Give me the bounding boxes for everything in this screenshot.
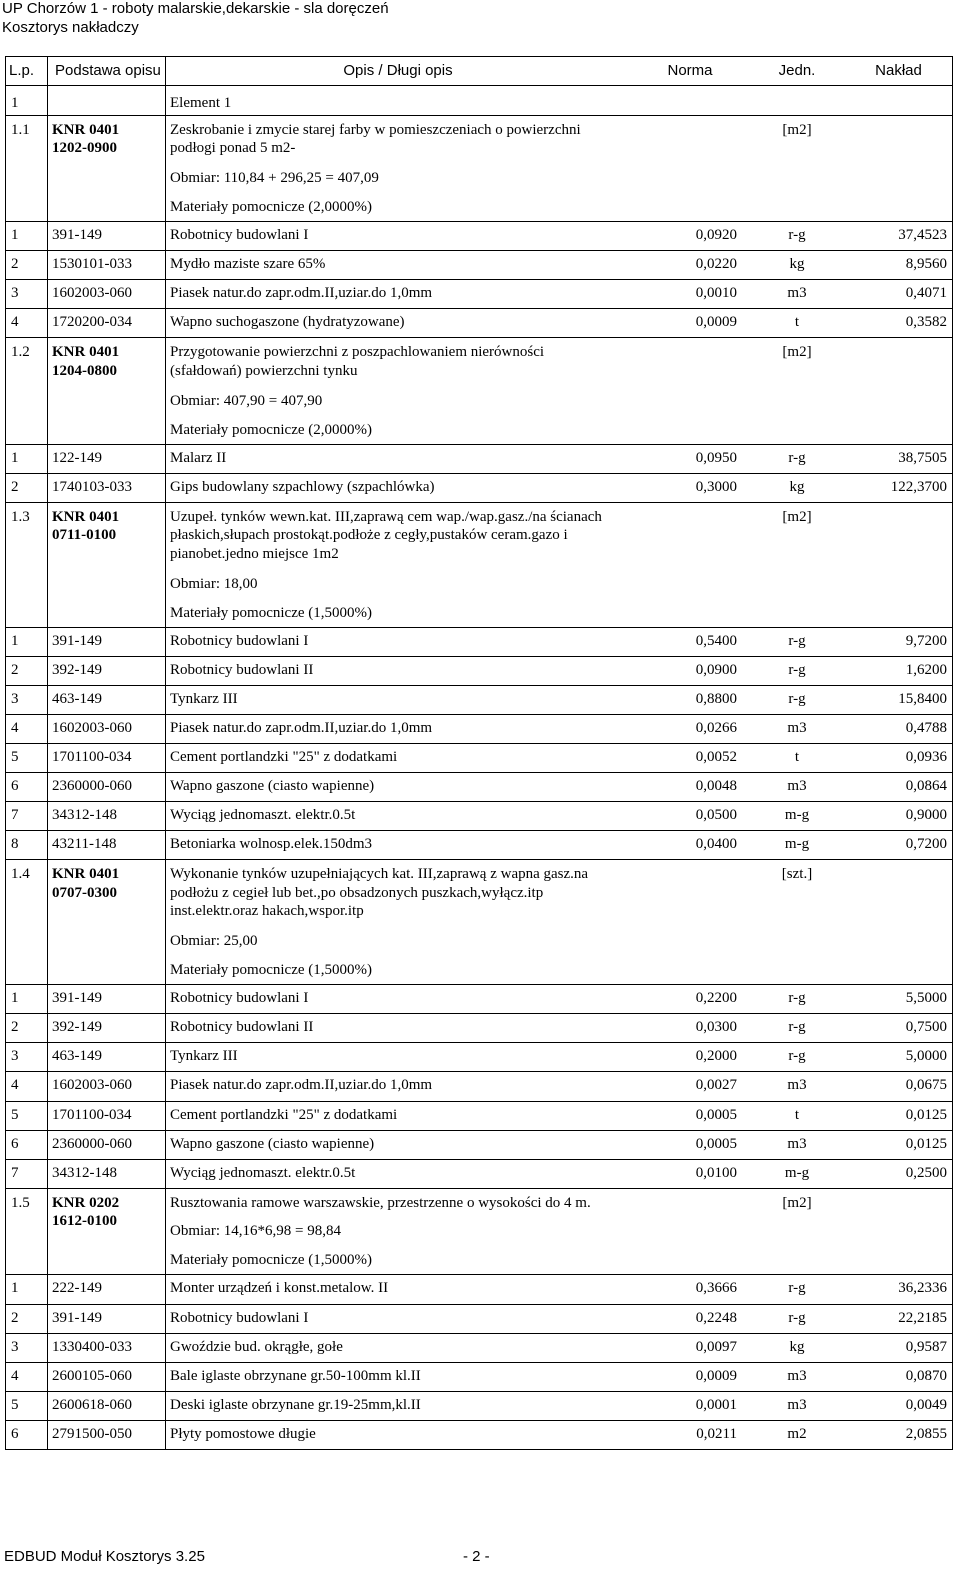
resource-name: Robotnicy budowlani II xyxy=(170,1019,314,1036)
row-divider xyxy=(5,473,953,474)
resource-unit: r-g xyxy=(788,990,806,1007)
row-divider xyxy=(5,1071,953,1072)
resource-row-number: 2 xyxy=(11,661,19,678)
resource-amount: 0,0675 xyxy=(905,1077,947,1094)
row-divider xyxy=(5,1159,953,1160)
resource-unit: r-g xyxy=(788,1048,806,1065)
resource-amount: 0,0125 xyxy=(905,1135,947,1152)
resource-row-number: 3 xyxy=(11,1338,19,1355)
row-divider xyxy=(5,1304,953,1305)
resource-amount: 0,0125 xyxy=(905,1106,947,1123)
resource-amount: 0,2500 xyxy=(905,1164,947,1181)
resource-unit: r-g xyxy=(788,226,806,243)
resource-code: 463-149 xyxy=(52,690,102,707)
resource-row-number: 3 xyxy=(11,285,19,302)
resource-row-number: 5 xyxy=(11,748,19,765)
resource-amount: 0,0936 xyxy=(905,748,947,765)
resource-amount: 0,9000 xyxy=(905,807,947,824)
resource-norm: 0,0010 xyxy=(695,285,737,302)
resource-norm: 0,8800 xyxy=(695,690,737,707)
resource-code: 2600105-060 xyxy=(52,1367,132,1384)
resource-norm: 0,0400 xyxy=(695,836,737,853)
resource-unit: r-g xyxy=(788,1309,806,1326)
element-label: Element 1 xyxy=(170,95,232,111)
resource-row-number: 7 xyxy=(11,1164,19,1181)
resource-norm: 0,2200 xyxy=(695,990,737,1007)
resource-code: 1701100-034 xyxy=(52,1106,132,1123)
position-number: 1.2 xyxy=(11,344,30,361)
resource-amount: 122,3700 xyxy=(890,478,947,495)
element-number: 1 xyxy=(11,95,19,111)
row-divider xyxy=(5,1333,953,1334)
document-title: UP Chorzów 1 - roboty malarskie,dekarskie - sla doręczeń xyxy=(2,0,389,17)
position-auxiliary-materials: Materiały pomocnicze (1,5000%) xyxy=(170,1252,373,1269)
resource-code: 2600618-060 xyxy=(52,1396,132,1413)
resource-norm: 0,2248 xyxy=(695,1309,737,1326)
row-divider xyxy=(5,1391,953,1392)
resource-row-number: 6 xyxy=(11,778,19,794)
resource-norm: 0,0009 xyxy=(695,1367,737,1384)
resource-norm: 0,0300 xyxy=(695,1019,737,1036)
position-description: Wykonanie tynków uzupełniających kat. III,zaprawą z wapna gasz.na podłożu z cegieł lub bet.,po obsadzonych puszkach,wyłącz.itp inst.elektr.oraz hakach,wspor.itp xyxy=(170,866,589,920)
resource-unit: t xyxy=(794,748,800,765)
resource-name: Monter urządzeń i konst.metalow. II xyxy=(170,1280,389,1297)
resource-unit: r-g xyxy=(788,661,806,678)
resource-row-number: 4 xyxy=(11,314,19,331)
footer-software: EDBUD Moduł Kosztorys 3.25 xyxy=(4,1548,205,1565)
resource-norm: 0,2000 xyxy=(695,1048,737,1065)
resource-row-number: 4 xyxy=(11,1077,19,1094)
row-divider xyxy=(5,1042,953,1043)
resource-unit: kg xyxy=(789,256,805,272)
column-header-norma: Norma xyxy=(667,62,713,79)
position-number: 1.1 xyxy=(11,121,30,138)
resource-name: Wapno suchogaszone (hydratyzowane) xyxy=(170,314,405,331)
row-divider xyxy=(5,1362,953,1363)
resource-norm: 0,0005 xyxy=(695,1135,737,1152)
resource-amount: 22,2185 xyxy=(898,1309,947,1326)
resource-name: Robotnicy budowlani I xyxy=(170,226,309,243)
resource-row-number: 6 xyxy=(11,1425,19,1442)
row-divider xyxy=(5,830,953,831)
resource-norm: 0,0009 xyxy=(695,314,737,331)
resource-code: 2791500-050 xyxy=(52,1425,132,1442)
row-divider xyxy=(5,1188,953,1189)
column-divider xyxy=(952,56,953,1450)
position-basis-code: 0707-0300 xyxy=(52,884,117,901)
resource-amount: 5,0000 xyxy=(905,1048,947,1065)
resource-name: Cement portlandzki "25" z dodatkami xyxy=(170,1106,398,1123)
resource-row-number: 3 xyxy=(11,690,19,707)
resource-norm: 0,3000 xyxy=(695,478,737,495)
resource-row-number: 1 xyxy=(11,632,19,649)
table-top-border xyxy=(5,56,953,57)
resource-name: Deski iglaste obrzynane gr.19-25mm,kl.II xyxy=(170,1396,421,1413)
row-divider xyxy=(5,801,953,802)
position-basis-catalog: KNR 0202 xyxy=(52,1194,120,1211)
position-quantity: Obmiar: 18,00 xyxy=(170,575,258,592)
resource-code: 392-149 xyxy=(52,1019,102,1036)
resource-unit: m3 xyxy=(787,1077,807,1094)
resource-amount: 8,9560 xyxy=(905,256,947,272)
resource-row-number: 6 xyxy=(11,1135,19,1152)
resource-row-number: 1 xyxy=(11,449,19,466)
resource-norm: 0,0900 xyxy=(695,661,737,678)
row-divider xyxy=(5,1013,953,1014)
resource-row-number: 1 xyxy=(11,990,19,1007)
row-divider xyxy=(5,502,953,503)
resource-row-number: 1 xyxy=(11,226,19,243)
position-basis-code: 1204-0800 xyxy=(52,362,117,379)
resource-row-number: 7 xyxy=(11,807,19,824)
resource-amount: 36,2336 xyxy=(898,1280,947,1297)
resource-amount: 0,4788 xyxy=(905,719,947,736)
column-divider xyxy=(5,56,6,1450)
row-divider xyxy=(5,1274,953,1275)
resource-unit: r-g xyxy=(788,1019,806,1036)
resource-norm: 0,0500 xyxy=(695,807,737,824)
row-divider xyxy=(5,308,953,309)
resource-name: Robotnicy budowlani I xyxy=(170,632,309,649)
resource-amount: 5,5000 xyxy=(905,990,947,1007)
resource-norm: 0,0001 xyxy=(695,1396,737,1413)
resource-code: 1602003-060 xyxy=(52,285,132,302)
resource-norm: 0,0920 xyxy=(695,226,737,243)
row-divider xyxy=(5,1449,953,1450)
position-description: Zeskrobanie i zmycie starej farby w pomieszczeniach o powierzchni podłogi ponad 5 m2- xyxy=(170,121,581,157)
resource-row-number: 1 xyxy=(11,1280,19,1297)
position-number: 1.5 xyxy=(11,1194,30,1211)
resource-code: 222-149 xyxy=(52,1280,102,1297)
position-unit: [m2] xyxy=(782,121,812,138)
resource-norm: 0,0950 xyxy=(695,449,737,466)
resource-row-number: 2 xyxy=(11,1309,19,1326)
position-basis-code: 0711-0100 xyxy=(52,527,117,544)
cost-estimate-table xyxy=(5,56,953,1450)
resource-code: 2360000-060 xyxy=(52,778,132,794)
position-quantity: Obmiar: 407,90 = 407,90 xyxy=(170,392,323,409)
position-basis-code: 1202-0900 xyxy=(52,140,117,157)
row-divider xyxy=(5,444,953,445)
resource-code: 1602003-060 xyxy=(52,719,132,736)
resource-code: 1740103-033 xyxy=(52,478,132,495)
resource-amount: 9,7200 xyxy=(905,632,947,649)
resource-norm: 0,0048 xyxy=(695,778,737,794)
resource-unit: r-g xyxy=(788,449,806,466)
resource-name: Tynkarz III xyxy=(170,690,238,707)
resource-norm: 0,0027 xyxy=(695,1077,737,1094)
resource-name: Mydło maziste szare 65% xyxy=(170,256,326,272)
resource-amount: 0,4071 xyxy=(905,285,947,302)
resource-unit: r-g xyxy=(788,690,806,707)
resource-norm: 0,0100 xyxy=(695,1164,737,1181)
position-basis-catalog: KNR 0401 xyxy=(52,344,120,361)
position-unit: [m2] xyxy=(782,508,812,525)
resource-unit: m3 xyxy=(787,1396,807,1413)
resource-name: Bale iglaste obrzynane gr.50-100mm kl.II xyxy=(170,1367,421,1384)
resource-name: Robotnicy budowlani I xyxy=(170,1309,309,1326)
column-header-naklad: Nakład xyxy=(875,62,922,79)
position-description: Rusztowania ramowe warszawskie, przestrzenne o wysokości do 4 m. xyxy=(170,1194,591,1211)
resource-name: Wyciąg jednomaszt. elektr.0.5t xyxy=(170,1164,356,1181)
resource-row-number: 2 xyxy=(11,1019,19,1036)
resource-name: Wyciąg jednomaszt. elektr.0.5t xyxy=(170,807,356,824)
position-auxiliary-materials: Materiały pomocnicze (1,5000%) xyxy=(170,962,373,979)
resource-norm: 0,0052 xyxy=(695,748,737,765)
row-divider xyxy=(5,859,953,860)
row-divider xyxy=(5,337,953,338)
resource-row-number: 2 xyxy=(11,256,19,272)
resource-code: 34312-148 xyxy=(52,807,117,824)
resource-row-number: 8 xyxy=(11,836,19,853)
footer-page-number: - 2 - xyxy=(463,1548,490,1565)
position-basis-catalog: KNR 0401 xyxy=(52,121,120,138)
resource-unit: m-g xyxy=(784,836,810,853)
resource-norm: 0,0266 xyxy=(695,719,737,736)
position-auxiliary-materials: Materiały pomocnicze (2,0000%) xyxy=(170,198,373,215)
resource-unit: m2 xyxy=(787,1425,807,1442)
resource-row-number: 4 xyxy=(11,719,19,736)
resource-name: Gwoździe bud. okrągłe, gołe xyxy=(170,1338,343,1355)
resource-amount: 1,6200 xyxy=(905,661,947,678)
resource-unit: kg xyxy=(789,1338,805,1355)
resource-name: Wapno gaszone (ciasto wapienne) xyxy=(170,1135,375,1152)
resource-code: 1701100-034 xyxy=(52,748,132,765)
resource-amount: 2,0855 xyxy=(905,1425,947,1442)
resource-code: 1330400-033 xyxy=(52,1338,132,1355)
resource-code: 34312-148 xyxy=(52,1164,117,1181)
position-quantity: Obmiar: 110,84 + 296,25 = 407,09 xyxy=(170,169,379,186)
resource-row-number: 5 xyxy=(11,1396,19,1413)
resource-code: 1720200-034 xyxy=(52,314,132,331)
position-unit: [m2] xyxy=(782,1194,812,1211)
resource-unit: kg xyxy=(789,478,805,495)
header-bottom-border xyxy=(5,85,953,86)
resource-code: 43211-148 xyxy=(52,836,117,853)
row-divider xyxy=(5,772,953,773)
column-header-jedn: Jedn. xyxy=(778,62,816,79)
resource-code: 391-149 xyxy=(52,226,102,243)
resource-row-number: 5 xyxy=(11,1106,19,1123)
resource-name: Płyty pomostowe długie xyxy=(170,1425,316,1442)
resource-norm: 0,0211 xyxy=(696,1425,737,1442)
resource-amount: 0,0864 xyxy=(905,778,947,794)
resource-unit: r-g xyxy=(788,1280,806,1297)
position-number: 1.3 xyxy=(11,508,30,525)
resource-name: Wapno gaszone (ciasto wapienne) xyxy=(170,778,375,794)
position-quantity: Obmiar: 25,00 xyxy=(170,933,258,950)
resource-name: Cement portlandzki "25" z dodatkami xyxy=(170,748,398,765)
resource-unit: m3 xyxy=(787,1135,807,1152)
resource-code: 2360000-060 xyxy=(52,1135,132,1152)
resource-amount: 0,0049 xyxy=(905,1396,947,1413)
resource-row-number: 4 xyxy=(11,1367,19,1384)
resource-unit: r-g xyxy=(788,632,806,649)
resource-unit: m3 xyxy=(787,719,807,736)
row-divider xyxy=(5,1420,953,1421)
resource-row-number: 2 xyxy=(11,478,19,495)
resource-code: 1530101-033 xyxy=(52,256,132,272)
row-divider xyxy=(5,627,953,628)
row-divider xyxy=(5,279,953,280)
row-divider xyxy=(5,1101,953,1102)
column-header-opis: Opis / Długi opis xyxy=(343,62,453,79)
position-description: Przygotowanie powierzchni z poszpachlowaniem nierówności (sfałdowań) powierzchni tynku xyxy=(170,344,545,379)
row-divider xyxy=(5,984,953,985)
position-auxiliary-materials: Materiały pomocnicze (2,0000%) xyxy=(170,421,373,438)
position-quantity: Obmiar: 14,16*6,98 = 98,84 xyxy=(170,1223,341,1240)
row-divider xyxy=(5,221,953,222)
resource-amount: 0,3582 xyxy=(905,314,947,331)
row-divider xyxy=(5,250,953,251)
resource-row-number: 3 xyxy=(11,1048,19,1065)
resource-unit: t xyxy=(794,314,800,331)
resource-unit: m-g xyxy=(784,1164,810,1181)
resource-amount: 0,7500 xyxy=(905,1019,947,1036)
resource-code: 1602003-060 xyxy=(52,1077,132,1094)
resource-norm: 0,5400 xyxy=(695,632,737,649)
resource-unit: m3 xyxy=(787,285,807,302)
resource-unit: m3 xyxy=(787,778,807,794)
document-subtitle: Kosztorys nakładczy xyxy=(2,19,139,36)
position-number: 1.4 xyxy=(11,866,30,883)
resource-code: 391-149 xyxy=(52,1309,102,1326)
resource-amount: 38,7505 xyxy=(898,449,947,466)
resource-name: Betoniarka wolnosp.elek.150dm3 xyxy=(170,836,373,853)
position-basis-catalog: KNR 0401 xyxy=(52,866,120,883)
resource-code: 391-149 xyxy=(52,990,102,1007)
column-header-podstawa: Podstawa opisu xyxy=(55,62,161,79)
resource-norm: 0,3666 xyxy=(695,1280,737,1297)
column-header-lp: L.p. xyxy=(9,62,35,79)
resource-amount: 37,4523 xyxy=(898,226,947,243)
resource-name: Tynkarz III xyxy=(170,1048,238,1065)
resource-name: Robotnicy budowlani II xyxy=(170,661,314,678)
row-divider xyxy=(5,743,953,744)
resource-code: 122-149 xyxy=(52,449,102,466)
column-divider xyxy=(47,56,48,1450)
resource-code: 392-149 xyxy=(52,661,102,678)
resource-unit: t xyxy=(794,1106,800,1123)
resource-amount: 0,7200 xyxy=(905,836,947,853)
position-description: Uzupeł. tynków wewn.kat. III,zaprawą cem wap./wap.gasz./na ścianach płaskich,słupach prostokąt.podłoże z cegły,pustaków ceram.gazo i pianobet.jedno miejsce 1m2 xyxy=(170,508,602,562)
row-divider xyxy=(5,685,953,686)
position-auxiliary-materials: Materiały pomocnicze (1,5000%) xyxy=(170,604,373,621)
position-basis-catalog: KNR 0401 xyxy=(52,508,120,525)
row-divider xyxy=(5,1130,953,1131)
resource-norm: 0,0005 xyxy=(695,1106,737,1123)
resource-norm: 0,0220 xyxy=(695,256,737,272)
resource-name: Piasek natur.do zapr.odm.II,uziar.do 1,0mm xyxy=(170,285,433,302)
resource-code: 463-149 xyxy=(52,1048,102,1065)
resource-amount: 15,8400 xyxy=(898,690,947,707)
row-divider xyxy=(5,656,953,657)
resource-name: Malarz II xyxy=(170,449,227,466)
resource-name: Piasek natur.do zapr.odm.II,uziar.do 1,0mm xyxy=(170,1077,433,1094)
resource-code: 391-149 xyxy=(52,632,102,649)
resource-name: Robotnicy budowlani I xyxy=(170,990,309,1007)
resource-name: Piasek natur.do zapr.odm.II,uziar.do 1,0mm xyxy=(170,719,433,736)
row-divider xyxy=(5,714,953,715)
row-divider xyxy=(5,115,953,116)
resource-norm: 0,0097 xyxy=(695,1338,737,1355)
resource-unit: m3 xyxy=(787,1367,807,1384)
resource-amount: 0,9587 xyxy=(905,1338,947,1355)
position-unit: [m2] xyxy=(782,344,812,361)
position-unit: [szt.] xyxy=(781,866,813,883)
resource-name: Gips budowlany szpachlowy (szpachlówka) xyxy=(170,478,435,495)
resource-unit: m-g xyxy=(784,807,810,824)
resource-amount: 0,0870 xyxy=(905,1367,947,1384)
position-basis-code: 1612-0100 xyxy=(52,1213,117,1230)
